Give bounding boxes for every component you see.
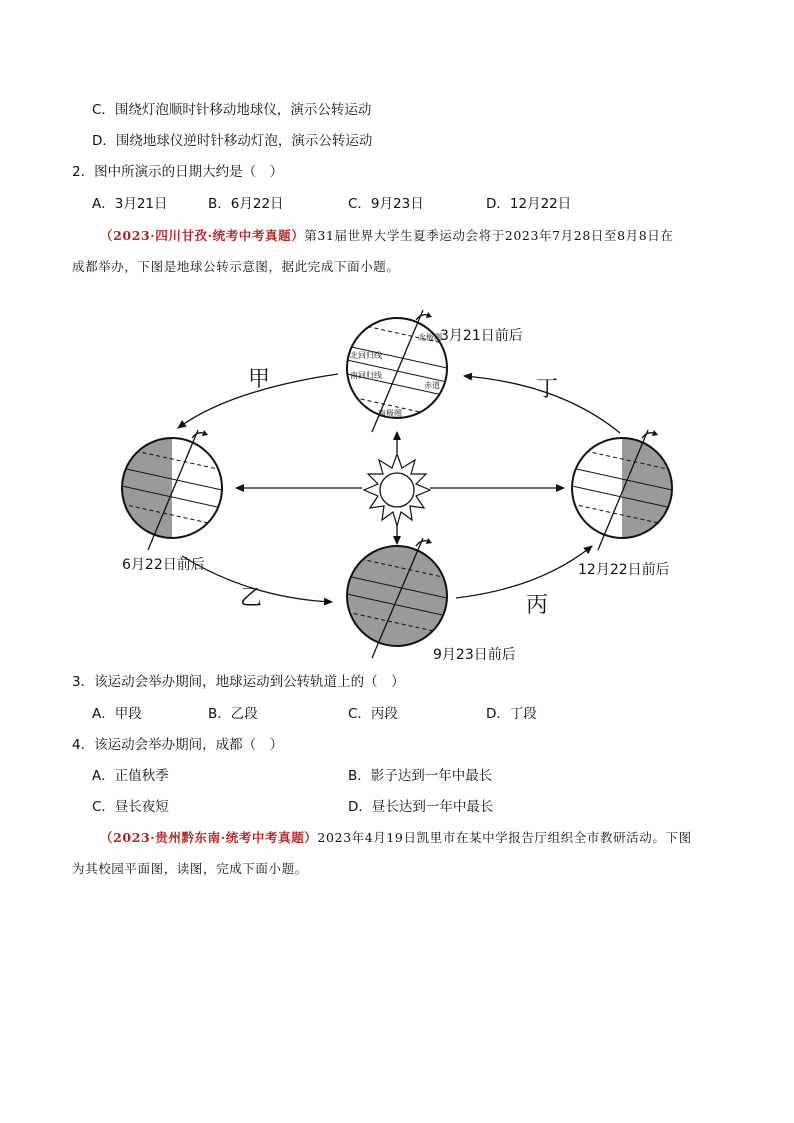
segment-label-ding: 丁 [536, 377, 559, 402]
source2-line1 [100, 829, 692, 847]
earth-revolution-diagram [100, 298, 700, 668]
earth-september [347, 538, 447, 658]
label-date-september: 9月23日前后 [433, 647, 516, 663]
q2-option-d: D．12月22日 [486, 196, 572, 212]
q4-option-b: B．影子达到一年中最长 [348, 768, 493, 784]
label-equator: 赤道 [424, 381, 440, 390]
q3-option-c: C．丙段 [348, 706, 398, 722]
q3-option-d: D．丁段 [486, 706, 537, 722]
earth-december [572, 430, 674, 550]
q2-option-c: C．9月23日 [348, 196, 424, 212]
q3-option-a: A．甲段 [92, 706, 142, 722]
source1-line2: 成都举办，下图是地球公转示意图，据此完成下面小题。 [72, 259, 400, 274]
q2-option-b: B．6月22日 [208, 196, 284, 212]
earth-march [347, 310, 447, 432]
source2-line2: 为其校园平面图，读图，完成下面小题。 [72, 861, 308, 876]
label-arctic-circle: 北极圈 [418, 333, 442, 342]
q3-stem: 3．该运动会举办期间，地球运动到公转轨道上的（ ） [72, 674, 405, 690]
q4-option-d: D．昼长达到一年中最长 [348, 799, 494, 815]
sun-icon [364, 454, 430, 526]
q3-option-b: B．乙段 [208, 706, 258, 722]
q2-stem: 2．图中所演示的日期大约是（ ） [72, 164, 284, 180]
q1-option-c: C．围绕灯泡顺时针移动地球仪，演示公转运动 [92, 102, 372, 118]
q1-option-d: D．围绕地球仪逆时针移动灯泡，演示公转运动 [92, 133, 373, 149]
q4-option-c: C．昼长夜短 [92, 799, 169, 815]
source1-tag: （2023·四川甘孜·统考中考真题） [100, 228, 305, 243]
q4-option-a: A．正值秋季 [92, 768, 169, 784]
earth-june [120, 430, 222, 550]
segment-label-bing: 丙 [526, 593, 549, 618]
label-tropic-north: 北回归线 [350, 351, 382, 360]
source2-tag: （2023·贵州黔东南·统考中考真题） [100, 830, 318, 845]
label-tropic-south: 南回归线 [350, 371, 382, 380]
q4-stem: 4．该运动会举办期间，成都（ ） [72, 737, 284, 753]
segment-label-yi: 乙 [240, 586, 263, 611]
source1-line1 [100, 227, 673, 245]
segment-label-jia: 甲 [248, 367, 271, 392]
q2-option-a: A．3月21日 [92, 196, 168, 212]
label-antarctic-circle: 南极圈 [378, 409, 402, 418]
source2-text-line1: 2023年4月19日凯里市在某中学报告厅组织全市教研活动。下图 [317, 830, 692, 845]
label-date-june: 6月22日前后 [122, 557, 205, 573]
source1-text-line1: 第31届世界大学生夏季运动会将于2023年7月28日至8月8日在 [304, 228, 674, 243]
orbit-arc-bing [456, 546, 592, 598]
label-date-march: 3月21日前后 [440, 328, 523, 344]
label-date-december: 12月22日前后 [578, 562, 670, 578]
